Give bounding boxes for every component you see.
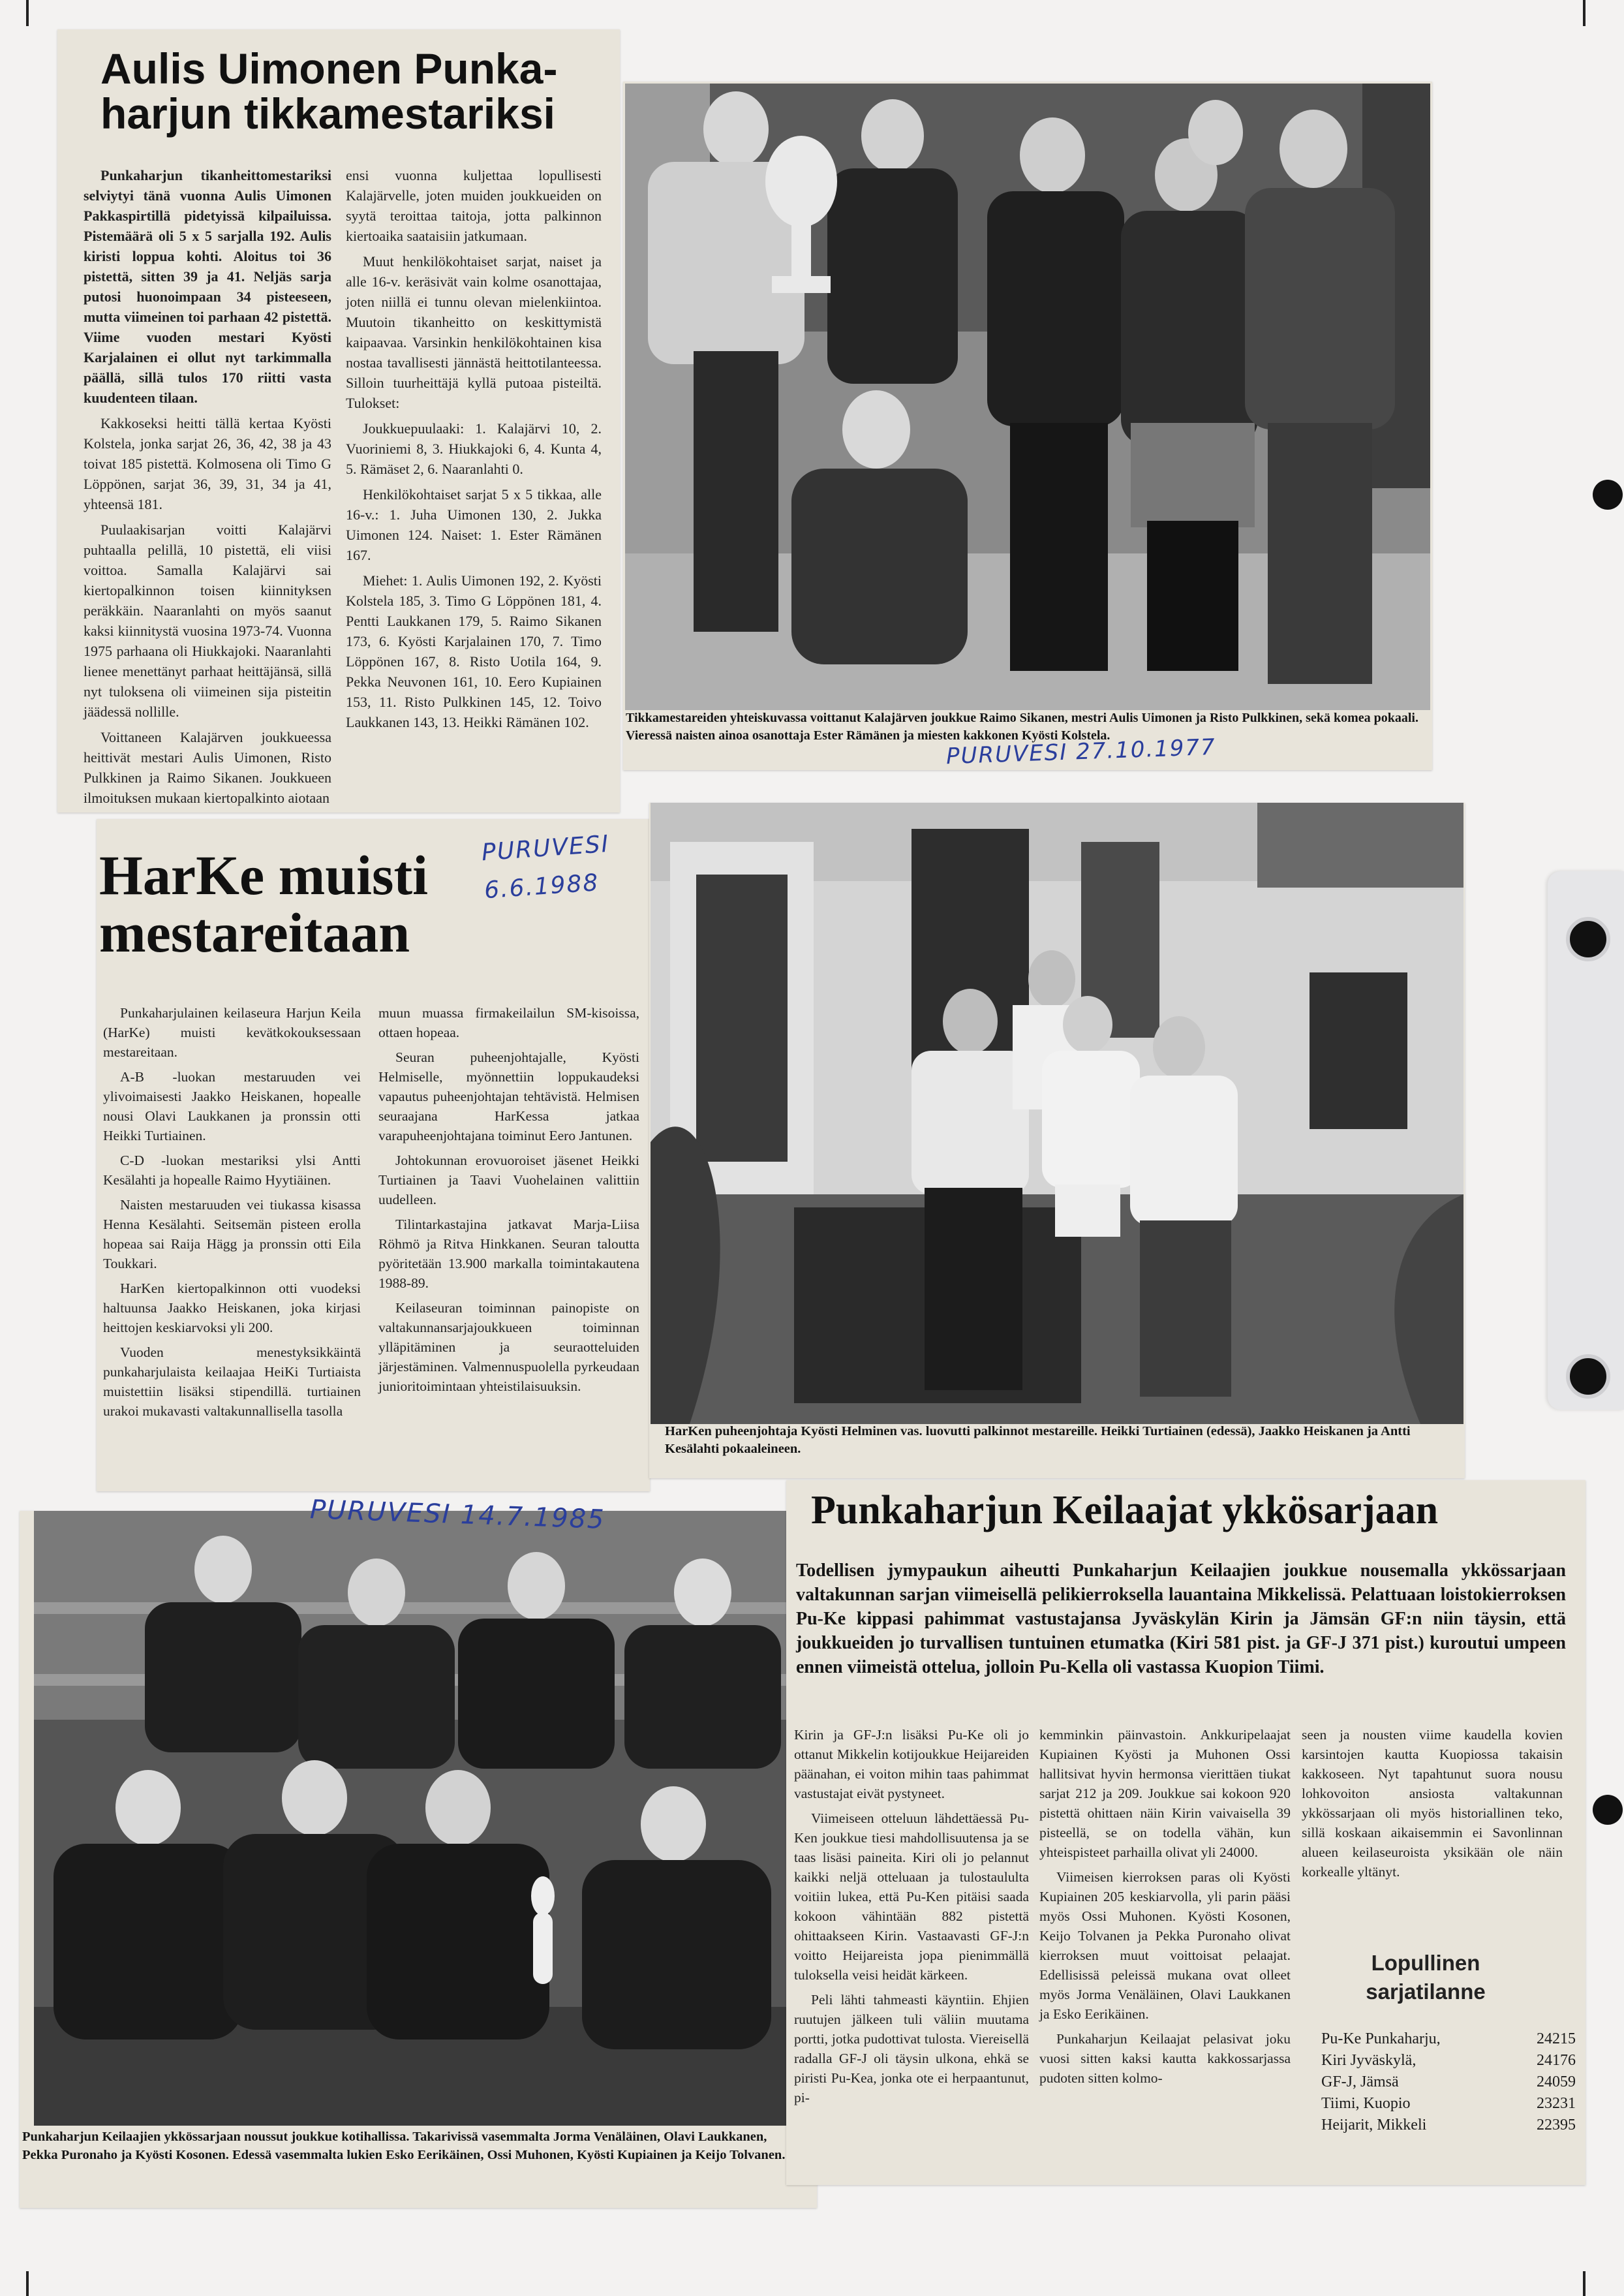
standings-points: 24176 <box>1537 2052 1576 2069</box>
article2-col1-para: Punkaharjulainen keilaseura Harjun Keila (HarKe) muisti kevätkokouksessaan mestareitaan. <box>103 1005 361 1060</box>
standings-team: Heijarit, Mikkeli <box>1321 2117 1427 2133</box>
article1-text-clipping <box>57 29 620 813</box>
standings-row <box>1321 2050 1576 2071</box>
article1-col1-para: Voittaneen Kalajärven joukkueessa heittivät mestari Aulis Uimonen, Risto Pulkkinen ja Raimo Sikanen. Joukkueen ilmoituksen mukaan kiertopalkinto aiotaan <box>84 729 331 806</box>
article3-text-clipping <box>786 1480 1586 2185</box>
article2-col1-para: HarKen kiertopalkinnon otti vuodeksi haltuunsa Jaakko Heiskanen, joka kirjasi heittojen keskiarvoksi yli 200. <box>103 1280 361 1335</box>
article1-col2-para: Miehet: 1. Aulis Uimonen 192, 2. Kyösti Kolstela 185, 3. Timo G Löppönen 181, 4. Pentti Laukkanen 179, 5. Raimo Sikanen 173, 6. Kyösti Karjalainen 170, 7. Timo Löppönen 167, 8. Risto Uotila 164, 9. Pekka Neuvonen 161, 10. Eero Kupiainen 153, 11. Risto Pulkkinen 145, 12. Toivo Laukkanen 143, 13. Heikki Rämänen 102. <box>346 572 602 730</box>
article1-photo-clipping <box>623 82 1432 770</box>
article3-col1-para: Kirin ja GF-J:n lisäksi Pu-Ke oli jo ottanut Mikkelin kotijoukkue Heijareiden päänahan, ei voiton mihin taas pahimmat vastustajat eivät pystyneet. <box>794 1727 1029 1801</box>
article3-col2-para: Viimeisen kierroksen paras oli Kyösti Kupiainen 205 keskiarvolla, yli parin pääsi myös Ossi Muhonen. Kyösti Kosonen, Keijo Tolvanen ja Pekka Puronaho olivat kierroksen muut voittoisat pelaajat. Edellisissä peleissä mukana ovat olleet myös Jorma Venäläinen, Olavi Laukkanen ja Esko Eerikäinen. <box>1039 1869 1291 2022</box>
standings-points: 22395 <box>1537 2117 1576 2133</box>
article1-headline: Aulis Uimonen Punkaharjun tikkamestariksi <box>100 44 558 138</box>
article1-col1-para: Kakkoseksi heitti tällä kertaa Kyösti Kolstela, jonka sarjat 26, 36, 42, 38 ja 43 toivat 185 pistettä. Kolmosena oli Timo G Löppönen, sarjat 36, 39, 31, 34 ja 41, yhteensä 181. <box>84 415 331 512</box>
article3-col2-para: kemminkin päinvastoin. Ankkuripelaajat Kupiainen Kyösti ja Muhonen Ossi hallitsivat hyvin hermonsa vierittäen tiukat sarjat 212 ja 209. Joukkue sai kokoon 920 pistettä ohittaen näin Kirin vaivaisella 39 pisteellä, se on todella vähän, kun yhteispisteet parhailla olivat yli 24000. <box>1039 1727 1291 1860</box>
tikka-champions-photo-image <box>625 84 1430 710</box>
article2-col2-para: Tilintarkastajina jatkavat Marja-Liisa Röhmö ja Ritva Hinkkanen. Seuran taloutta pyöritetään 13.900 markalla toimintakautena 1988-89. <box>378 1217 639 1291</box>
article3-lead: Todellisen jymypaukun aiheutti Punkaharjun Keilaajien joukkue nousemalla ykkössarjaan valtakunnan sarjan viimeisellä pelikierroksella lauantaina Mikkelissä. Pelattuaan loistokierroksen Pu-Ke kippasi pahimmat vastustajansa Jyväskylän Kirin ja Jämsän GF:n niin täysin, että joukkueiden jo turvallisen tuntuinen etumatka (Kiri 581 pist. ja GF-J 371 pist.) kuroutui umpeen ennen viimeistä ottelua, jolloin Pu-Kella oli vastassa Kuopion Tiimi. <box>796 1560 1566 1677</box>
article1-handwritten-date: PURUVESI 27.10.1977 <box>945 734 1217 770</box>
sheet-protector-tab <box>1548 871 1624 1410</box>
article1-column-2 <box>346 165 602 737</box>
standings-row <box>1321 2028 1576 2050</box>
article2-column-1 <box>103 1003 361 1426</box>
standings-row <box>1321 2115 1576 2136</box>
article3-column-1 <box>794 1725 1029 2113</box>
article1-col2-para: Joukkuepuulaaki: 1. Kalajärvi 10, 2. Vuoriniemi 8, 3. Hiukkajoki 6, 4. Kunta 4, 5. Rämäset 2, 6. Naaranlahti 0. <box>346 420 602 477</box>
standings-team: GF-J, Jämsä <box>1321 2073 1399 2090</box>
article1-col1-para: Punkaharjun tikanheittomestariksi selviytyi tänä vuonna Aulis Uimonen Pakkaspirtillä pidetyissä kilpailuissa. Pistemäärä oli 5 x 5 sarjalla 192. Aulis kiristi loppua kohti. Aloitus toi 36 pistettä, sitten 39 ja 41. Neljäs sarja putosi huonoimpaan 34 pisteeseen, mutta viimeinen toi parhaan 42 pistettä. Viime vuoden mestari Kyösti Karjalainen ei ollut nyt tarkimmalla päällä, sillä tulos 170 riitti vasta kuudenteen tilaan. <box>84 167 331 406</box>
article1-col2-para: ensi vuonna kuljettaa lopullisesti Kalajärvelle, joten muiden joukkueiden on syytä teroittaa taitoja, jotta palkinnon kiertoaika saataisiin jatkumaan. <box>346 167 602 244</box>
standings-points: 24215 <box>1537 2030 1576 2047</box>
article2-column-2 <box>378 1003 639 1401</box>
standings-team: Kiri Jyväskylä, <box>1321 2052 1417 2069</box>
article3-photo-clipping <box>20 1511 817 2208</box>
keilaajat-team-photo <box>34 1511 816 2126</box>
standings-team: Tiimi, Kuopio <box>1321 2095 1411 2112</box>
article2-text-clipping <box>97 819 650 1491</box>
article2-col1-para: A-B -luokan mestaruuden vei ylivoimaisesti Jaakko Heiskanen, hopealle nousi Olavi Laukkanen ja pronssin otti Heikki Turtiainen. <box>103 1069 361 1143</box>
article1-col2-para: Muut henkilökohtaiset sarjat, naiset ja alle 16-v. keräsivät vain kolme osanottajaa, joten niillä ei tunnu olevan mielenkiintoa. Muutoin tikanheitto on keskittymistä kaipaavaa. Varsinkin henkilökohtainen kisa nostaa tavallisesti jännästä heittotilanteessa. Silloin tuurheittäjä kyllä putoaa pisteiltä. Tulokset: <box>346 253 602 411</box>
article3-column-2 <box>1039 1725 1291 2093</box>
corner-mark-bottom-right <box>1583 2271 1588 2296</box>
article3-col3-para: seen ja nousten viime kaudella kovien karsintojen kautta Kuopiossa takaisin kakkoseen. Nyt tapahtunut suora nousu lohkovoiton ansiosta valtakunnan ykkössarjaan oli myös historiallinen teko, sillä koskaan aikaisemmin ei Savonlinnan alueen keilaseuroista yksikään ole näin korkealle yltänyt. <box>1302 1727 1563 1880</box>
article2-col1-para: Naisten mestaruuden vei tiukassa kisassa Henna Kesälahti. Seitsemän pisteen erolla hopeaa sai Raija Hägg ja pronssin otti Eila Toukkari. <box>103 1197 361 1271</box>
standings-points: 23231 <box>1537 2095 1576 2112</box>
article2-col2-para: Johtokunnan erovuoroiset jäsenet Heikki Turtiainen ja Taavi Vuohelainen valittiin uudelleen. <box>378 1153 639 1207</box>
binder-hole-top <box>1593 480 1623 510</box>
standings-title: Lopullinen sarjatilanne <box>1366 1951 1486 2004</box>
article3-caption: Punkaharjun Keilaajien ykkössarjaan noussut joukkue kotihallissa. Takarivissä vasemmalta Jorma Venäläinen, Olavi Laukkanen, Pekka Puronaho ja Kyösti Kosonen. Edessä vasemmalta lukien Esko Eerikäinen, Ossi Muhonen, Kyösti Kupiainen ja Keijo Tolvanen. <box>22 2130 786 2162</box>
article2-handwritten-date: PURUVESI 6.6.1988 <box>480 830 611 905</box>
article1-caption: Tikkamestareiden yhteiskuvassa voittanut Kalajärven joukkue Raimo Sikanen, mestri Aulis Uimonen ja Risto Pulkkinen, sekä komea pokaali. Vieressä naisten ainoa osanottaja Ester Rämänen ja miesten kakkonen Kyösti Kolstela. <box>626 711 1418 743</box>
article2-col1-para: C-D -luokan mestariksi ylsi Antti Kesälahti ja hopealle Raimo Hyytiäinen. <box>103 1153 361 1188</box>
tikka-champions-photo <box>625 84 1430 710</box>
harke-awards-photo-image <box>651 803 1463 1424</box>
article1-col1-para: Puulaakisarjan voitti Kalajärvi puhtaalla pelillä, 10 pistettä, eli viisi voittoa. Samalla Kalajärvi sai kiertopalkinnon toisen kiinnityksen peräkkäin. Naaranlahti on myös saanut kaksi kiinnitystä vuosina 1973-74. Vuonna 1975 parhaana oli Hiukkajoki. Naaranlahti lienee menettänyt parhaat heittäjänsä, sillä nyt tuloksena oli viimeinen sija pisteitin jäädessä nollille. <box>84 521 331 720</box>
article2-col2-para: Seuran puheenjohtajalle, Kyösti Helmiselle, myönnettiin loppukaudeksi vapautus puheenjohtajan tehtävistä. Helmisen seuraajana HarKessa jatkaa varapuheenjohtajana toiminut Eero Jantunen. <box>378 1049 639 1143</box>
standings-row <box>1321 2093 1576 2115</box>
standings-team: Pu-Ke Punkaharju, <box>1321 2030 1441 2047</box>
article3-col1-para: Viimeiseen otteluun lähdettäessä Pu-Ken joukkue tiesi mahdollisuutensa ja se taas lisäsi paineita. Kiri oli jo pelannut kaikki neljä otteluaan ja tulostaululta voitiin lukea, että Pu-Ken pitäisi saada kokoon vähintään 882 pistettä ohittaakseen Kirin. Vastaavasti GF-J:n voitto Heijareista jopa pienimmällä tuloksella veisi heidät kärkeen. <box>794 1810 1029 1983</box>
article3-column-3 <box>1302 1725 1563 1887</box>
corner-mark-bottom-left <box>26 2271 31 2296</box>
article3-col2-para: Punkaharjun Keilaajat pelasivat joku vuosi sitten kaksi kautta kakkossarjassa pudoten sitten kolmo- <box>1039 2031 1291 2086</box>
keilaajat-team-photo-image <box>34 1511 816 2126</box>
standings-table <box>1321 2028 1576 2136</box>
harke-awards-photo <box>651 803 1463 1424</box>
corner-mark-top-left <box>26 0 31 26</box>
article1-col2-para: Henkilökohtaiset sarjat 5 x 5 tikkaa, alle 16-v.: 1. Juha Uimonen 130, 2. Jukka Uimonen 124. Naiset: 1. Ester Rämänen 167. <box>346 486 602 563</box>
article3-handwritten-date: PURUVESI 14.7.1985 <box>309 1495 606 1535</box>
article2-headline: HarKe muisti mestareitaan <box>99 844 428 964</box>
corner-mark-top-right <box>1583 0 1588 26</box>
article1-column-1 <box>84 165 331 813</box>
article2-col2-para: muun muassa firmakeilailun SM-kisoissa, ottaen hopeaa. <box>378 1005 639 1040</box>
standings-row <box>1321 2071 1576 2093</box>
article2-caption: HarKen puheenjohtaja Kyösti Helminen vas. luovutti palkinnot mestareille. Heikki Turtiainen (edessä), Jaakko Heiskanen ja Antti Kesälahti pokaaleineen. <box>665 1424 1411 1456</box>
article2-col1-para: Vuoden menestyksikkäintä punkaharjulaista keilaajaa HeiKi Turtiaista muistettiin lisäksi stipendillä. turtiainen urakoi mukavasti valtakunnallisella tasolla <box>103 1344 361 1419</box>
article3-headline: Punkaharjun Keilaajat ykkösarjaan <box>811 1488 1439 1532</box>
binder-hole-bottom <box>1593 1795 1623 1825</box>
tab-ring-top <box>1566 917 1610 961</box>
article2-col2-para: Keilaseuran toiminnan painopiste on valtakunnansarjajoukkueen toiminnan ylläpitäminen ja seuraotteluiden järjestäminen. Valmennuspuolella pyrkeudaan junioritoimintaan yhteistilaisuuksin. <box>378 1300 639 1394</box>
tab-ring-bottom <box>1566 1354 1610 1399</box>
article3-col1-para: Peli lähti tahmeasti käyntiin. Ehjien ruutujen jälkeen tuli väliin muutama portti, jotka pudottivat tulosta. Viereisellä radalla GF-J oli täysin ulkona, ehkä se piristi Pu-Kea, jonka ote ei herpaantunut, pi- <box>794 1992 1029 2105</box>
standings-points: 24059 <box>1537 2073 1576 2090</box>
article2-photo-clipping <box>649 803 1465 1478</box>
